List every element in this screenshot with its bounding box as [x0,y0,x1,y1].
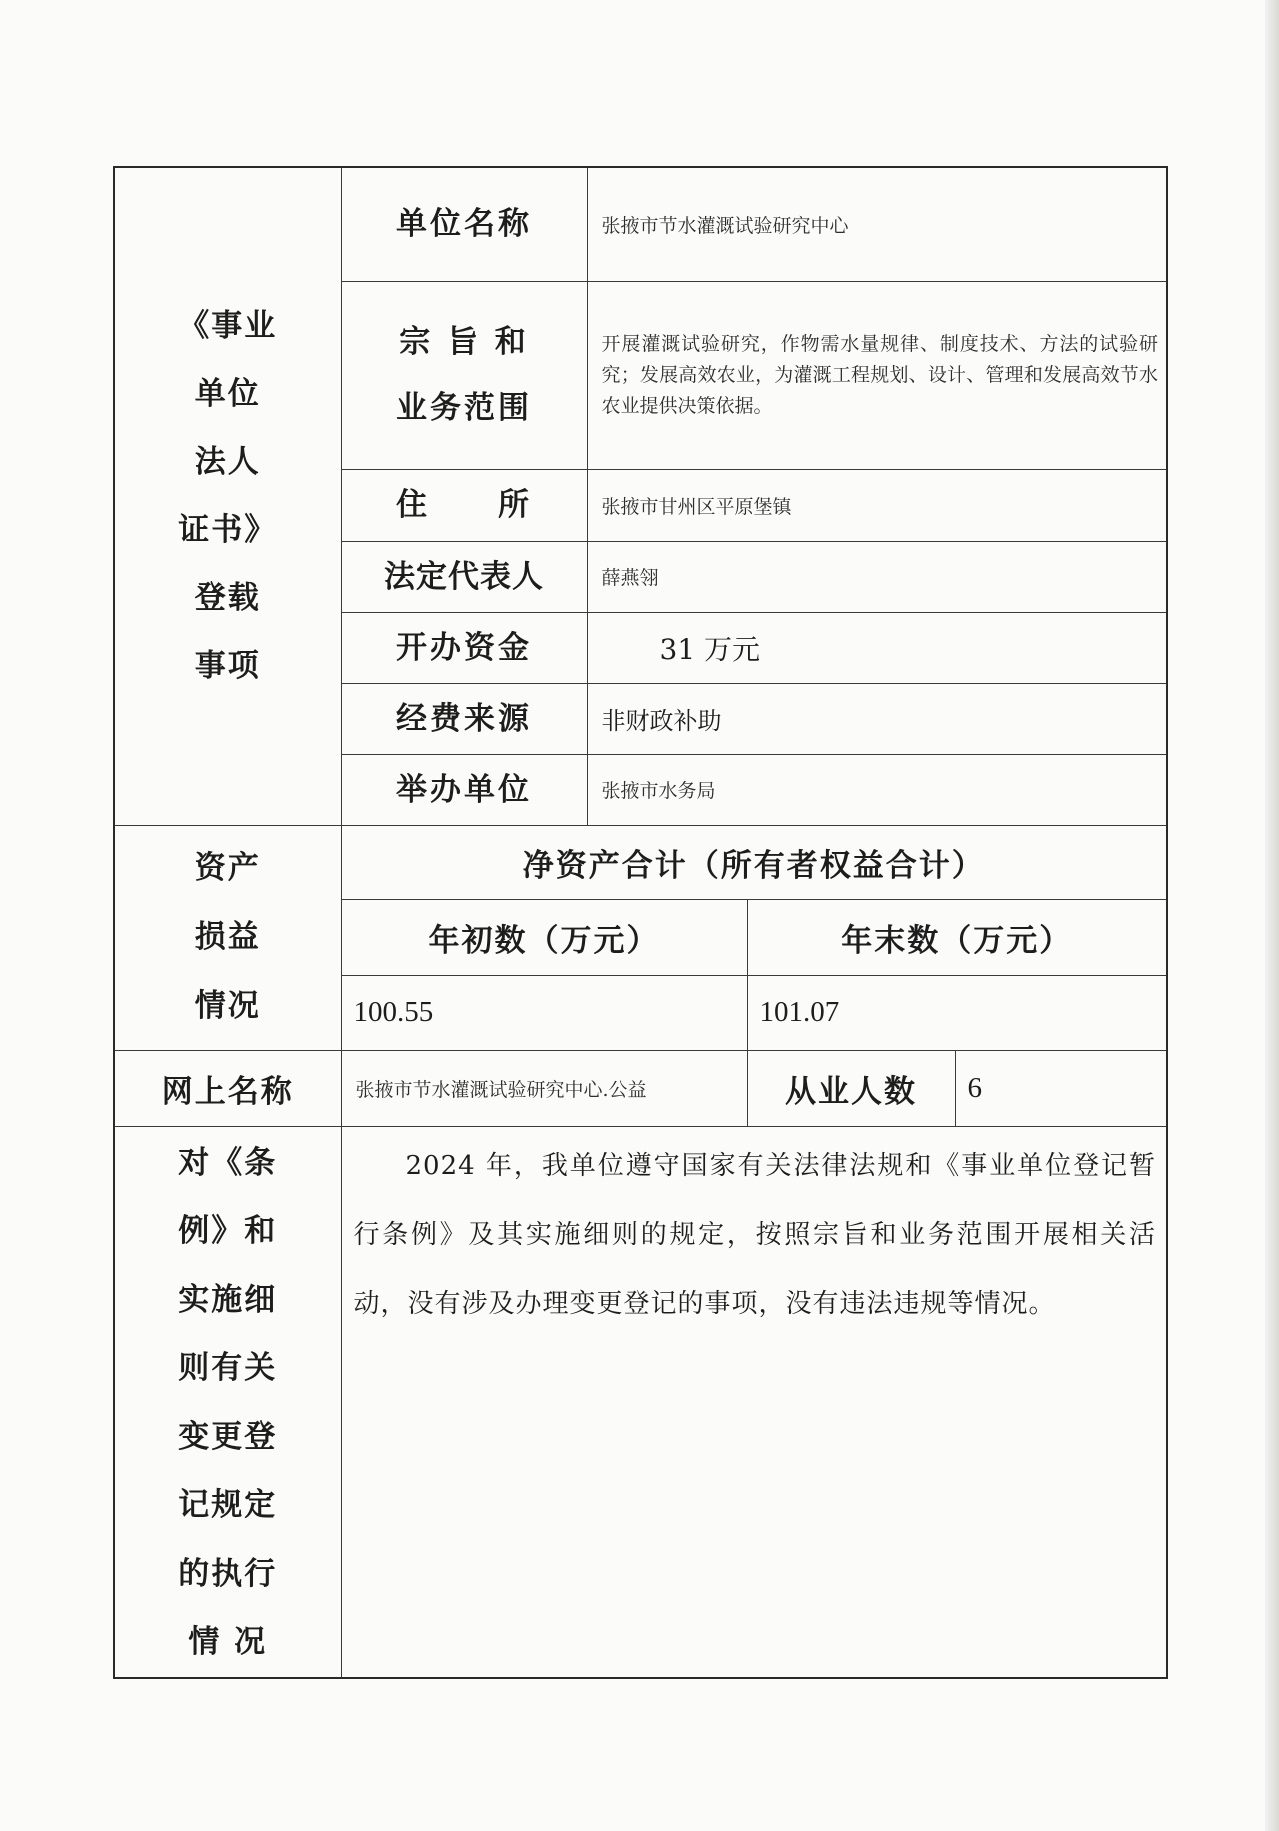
side-label-line: 登载 [194,580,261,617]
side-label-line: 法人 [194,444,261,481]
legal-representative-value: 薛燕翎 [587,541,1167,612]
funding-source-label: 经费来源 [341,683,587,754]
year-end-value: 101.07 [747,975,1167,1050]
registration-form-table [113,166,1168,1679]
execution-description: 2024 年，我单位遵守国家有关法律法规和《事业单位登记暂行条例》及其实施细则的规定，按照宗旨和业务范围开展相关活动，没有涉及办理变更登记的事项，没有违法违规等情况。 [341,1126,1167,1678]
year-start-value: 100.55 [341,975,747,1050]
side-label-line: 记规定 [178,1487,278,1523]
certificate-items-label [114,167,341,825]
asset-section-label [114,825,341,1050]
staff-count-label: 从业人数 [747,1050,955,1126]
address-value: 张掖市甘州区平原堡镇 [587,469,1167,541]
side-label-line: 事项 [194,648,261,685]
side-label-line: 例》和 [178,1213,278,1249]
staff-count-value: 6 [955,1050,1167,1126]
startup-funds-value: 31 万元 [587,612,1167,683]
row-unit-name [114,167,1167,281]
row-online-name [114,1050,1167,1126]
page-edge-shadow [1265,0,1279,1831]
sponsor-unit-label: 举办单位 [341,754,587,825]
side-label-line: 实施细 [178,1281,278,1318]
side-label-line: 情 况 [188,1624,268,1660]
unit-name-value: 张掖市节水灌溉试验研究中心 [587,167,1167,281]
side-label-line: 资产 [194,850,261,886]
side-label-line: 证书》 [178,512,278,549]
execution-section-label [114,1126,341,1678]
side-label-line: 则有关 [178,1350,278,1386]
side-label-line: 的执行 [178,1555,278,1592]
side-label-line: 《事业 [178,308,278,345]
side-label-line: 情况 [194,988,261,1024]
online-name-value: 张掖市节水灌溉试验研究中心.公益 [341,1050,747,1126]
unit-name-label: 单位名称 [341,167,587,281]
purpose-scope-value: 开展灌溉试验研究，作物需水量规律、制度技术、方法的试验研究；发展高效农业，为灌溉工程规划、设计、管理和发展高效节水农业提供决策依据。 [587,281,1167,469]
online-name-label: 网上名称 [114,1050,341,1126]
side-label-line: 对《条 [178,1144,278,1181]
purpose-scope-label: 宗 旨 和 业务范围 [341,281,587,469]
legal-representative-label: 法定代表人 [341,541,587,612]
row-execution [114,1126,1167,1678]
net-assets-header: 净资产合计（所有者权益合计） [341,825,1167,899]
address-label: 住 所 [341,469,587,541]
startup-funds-label: 开办资金 [341,612,587,683]
side-label-line: 单位 [194,376,261,413]
year-end-label: 年末数（万元） [747,899,1167,975]
sponsor-unit-value: 张掖市水务局 [587,754,1167,825]
side-label-line: 损益 [194,919,261,955]
year-start-label: 年初数（万元） [341,899,747,975]
side-label-line: 变更登 [178,1418,278,1455]
funding-source-value: 非财政补助 [587,683,1167,754]
row-net-assets-header [114,825,1167,899]
